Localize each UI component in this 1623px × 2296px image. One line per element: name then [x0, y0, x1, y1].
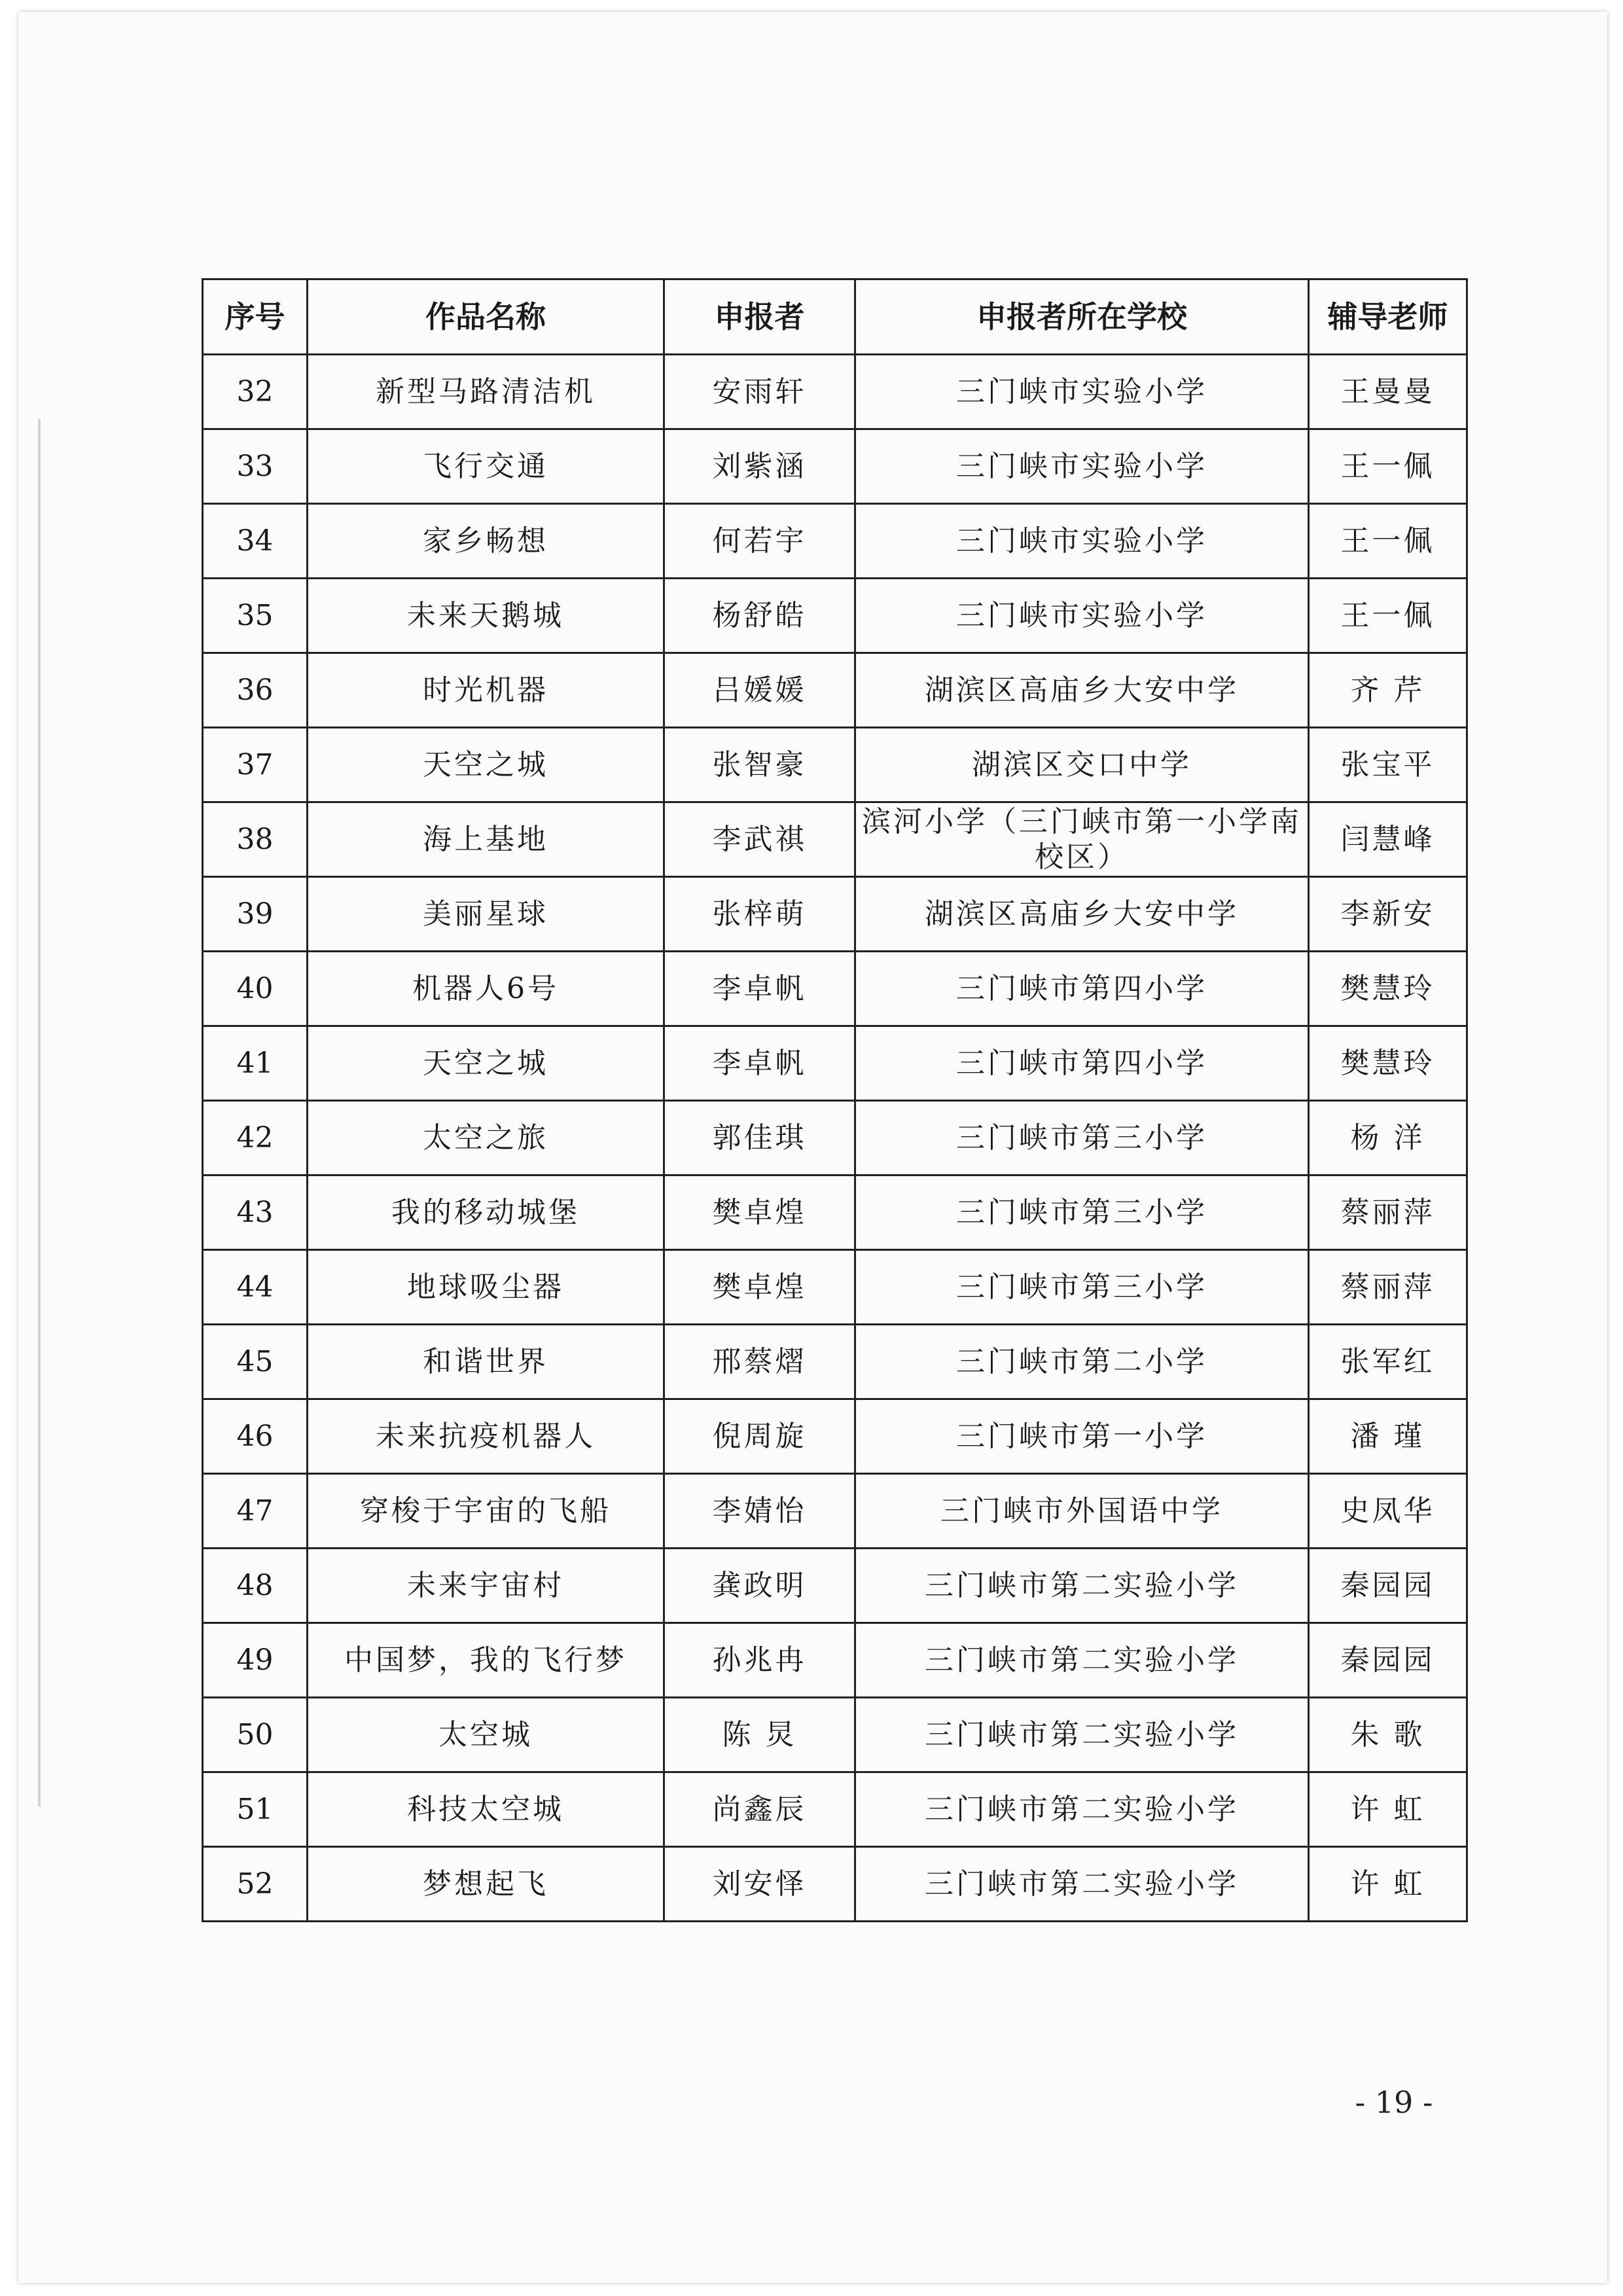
cell-advisor: 闫慧峰: [1309, 802, 1467, 877]
cell-index: 51: [203, 1772, 308, 1847]
cell-work-title: 时光机器: [308, 653, 664, 728]
table-header-row: [203, 279, 1467, 355]
cell-advisor: 史凤华: [1309, 1474, 1467, 1549]
header-index: 序号: [203, 279, 308, 355]
cell-index: 40: [203, 952, 308, 1026]
cell-applicant: 刘紫涵: [664, 429, 855, 504]
cell-applicant: 李卓帆: [664, 1026, 855, 1101]
cell-school: 三门峡市第二实验小学: [855, 1549, 1309, 1623]
cell-applicant: 龚政明: [664, 1549, 855, 1623]
cell-work-title: 天空之城: [308, 728, 664, 802]
cell-advisor: 秦园园: [1309, 1623, 1467, 1698]
table-row: [203, 355, 1467, 429]
cell-advisor: 许 虹: [1309, 1772, 1467, 1847]
cell-work-title: 中国梦，我的飞行梦: [308, 1623, 664, 1698]
cell-school: 三门峡市第二实验小学: [855, 1847, 1309, 1922]
cell-work-title: 海上基地: [308, 802, 664, 877]
cell-index: 37: [203, 728, 308, 802]
cell-applicant: 安雨轩: [664, 355, 855, 429]
cell-school: 三门峡市第三小学: [855, 1250, 1309, 1325]
table-row: [203, 1175, 1467, 1250]
cell-applicant: 李卓帆: [664, 952, 855, 1026]
cell-advisor: 樊慧玲: [1309, 1026, 1467, 1101]
cell-applicant: 李婧怡: [664, 1474, 855, 1549]
table-row: [203, 1250, 1467, 1325]
cell-index: 43: [203, 1175, 308, 1250]
cell-work-title: 美丽星球: [308, 877, 664, 952]
cell-advisor: 齐 芹: [1309, 653, 1467, 728]
cell-index: 41: [203, 1026, 308, 1101]
table-row: [203, 728, 1467, 802]
table-row: [203, 1698, 1467, 1772]
cell-applicant: 李武祺: [664, 802, 855, 877]
cell-index: 32: [203, 355, 308, 429]
cell-work-title: 未来抗疫机器人: [308, 1399, 664, 1474]
cell-index: 39: [203, 877, 308, 952]
cell-applicant: 尚鑫辰: [664, 1772, 855, 1847]
cell-work-title: 未来天鹅城: [308, 579, 664, 653]
cell-advisor: 王一佩: [1309, 504, 1467, 579]
cell-index: 52: [203, 1847, 308, 1922]
cell-advisor: 朱 歌: [1309, 1698, 1467, 1772]
cell-index: 34: [203, 504, 308, 579]
award-list-table: [202, 278, 1468, 1922]
cell-index: 47: [203, 1474, 308, 1549]
cell-applicant: 张梓萌: [664, 877, 855, 952]
header-work-title: 作品名称: [308, 279, 664, 355]
cell-school: 三门峡市第二实验小学: [855, 1698, 1309, 1772]
cell-school: 湖滨区高庙乡大安中学: [855, 877, 1309, 952]
cell-advisor: 王曼曼: [1309, 355, 1467, 429]
cell-advisor: 蔡丽萍: [1309, 1250, 1467, 1325]
cell-index: 33: [203, 429, 308, 504]
cell-work-title: 飞行交通: [308, 429, 664, 504]
table-row: [203, 802, 1467, 877]
binding-thread: [38, 419, 41, 1806]
cell-school: 三门峡市第四小学: [855, 1026, 1309, 1101]
table-row: [203, 1772, 1467, 1847]
cell-school: 湖滨区高庙乡大安中学: [855, 653, 1309, 728]
cell-advisor: 樊慧玲: [1309, 952, 1467, 1026]
cell-school: 三门峡市第一小学: [855, 1399, 1309, 1474]
cell-school: 三门峡市实验小学: [855, 429, 1309, 504]
cell-index: 49: [203, 1623, 308, 1698]
cell-school: 三门峡市第三小学: [855, 1101, 1309, 1175]
cell-work-title: 新型马路清洁机: [308, 355, 664, 429]
cell-index: 46: [203, 1399, 308, 1474]
table-row: [203, 1847, 1467, 1922]
header-school: 申报者所在学校: [855, 279, 1309, 355]
table-row: [203, 504, 1467, 579]
cell-index: 48: [203, 1549, 308, 1623]
cell-school: 三门峡市实验小学: [855, 579, 1309, 653]
cell-work-title: 穿梭于宇宙的飞船: [308, 1474, 664, 1549]
header-applicant: 申报者: [664, 279, 855, 355]
cell-index: 35: [203, 579, 308, 653]
cell-applicant: 邢蔡熠: [664, 1325, 855, 1399]
cell-applicant: 何若宇: [664, 504, 855, 579]
cell-advisor: 王一佩: [1309, 429, 1467, 504]
cell-work-title: 梦想起飞: [308, 1847, 664, 1922]
cell-school: 三门峡市实验小学: [855, 355, 1309, 429]
cell-school: 湖滨区交口中学: [855, 728, 1309, 802]
table-row: [203, 1399, 1467, 1474]
cell-advisor: 李新安: [1309, 877, 1467, 952]
cell-work-title: 我的移动城堡: [308, 1175, 664, 1250]
cell-work-title: 太空之旅: [308, 1101, 664, 1175]
table-row: [203, 1101, 1467, 1175]
cell-school: 三门峡市第四小学: [855, 952, 1309, 1026]
cell-applicant: 樊卓煌: [664, 1250, 855, 1325]
cell-work-title: 科技太空城: [308, 1772, 664, 1847]
table-row: [203, 1325, 1467, 1399]
cell-work-title: 未来宇宙村: [308, 1549, 664, 1623]
cell-work-title: 地球吸尘器: [308, 1250, 664, 1325]
cell-index: 50: [203, 1698, 308, 1772]
cell-advisor: 张宝平: [1309, 728, 1467, 802]
table-row: [203, 877, 1467, 952]
cell-school: 三门峡市实验小学: [855, 504, 1309, 579]
cell-applicant: 樊卓煌: [664, 1175, 855, 1250]
cell-advisor: 秦园园: [1309, 1549, 1467, 1623]
cell-applicant: 陈 炅: [664, 1698, 855, 1772]
cell-applicant: 孙兆冉: [664, 1623, 855, 1698]
cell-advisor: 蔡丽萍: [1309, 1175, 1467, 1250]
header-advisor: 辅导老师: [1309, 279, 1467, 355]
cell-work-title: 家乡畅想: [308, 504, 664, 579]
cell-index: 44: [203, 1250, 308, 1325]
cell-school: 三门峡市第二实验小学: [855, 1623, 1309, 1698]
table-row: [203, 429, 1467, 504]
cell-work-title: 机器人6号: [308, 952, 664, 1026]
table-body: [203, 355, 1467, 1922]
cell-school: 滨河小学（三门峡市第一小学南校区）: [855, 802, 1309, 877]
cell-advisor: 潘 瑾: [1309, 1399, 1467, 1474]
cell-school: 三门峡市第二实验小学: [855, 1772, 1309, 1847]
cell-work-title: 太空城: [308, 1698, 664, 1772]
cell-applicant: 倪周旋: [664, 1399, 855, 1474]
table-row: [203, 1026, 1467, 1101]
table-row: [203, 1549, 1467, 1623]
table-row: [203, 1474, 1467, 1549]
cell-index: 42: [203, 1101, 308, 1175]
cell-work-title: 和谐世界: [308, 1325, 664, 1399]
cell-advisor: 许 虹: [1309, 1847, 1467, 1922]
cell-advisor: 张军红: [1309, 1325, 1467, 1399]
table-row: [203, 952, 1467, 1026]
table-row: [203, 579, 1467, 653]
cell-school: 三门峡市第二小学: [855, 1325, 1309, 1399]
cell-applicant: 郭佳琪: [664, 1101, 855, 1175]
cell-applicant: 张智豪: [664, 728, 855, 802]
table-row: [203, 653, 1467, 728]
cell-applicant: 刘安怿: [664, 1847, 855, 1922]
table-row: [203, 1623, 1467, 1698]
cell-advisor: 王一佩: [1309, 579, 1467, 653]
cell-index: 36: [203, 653, 308, 728]
page-number: - 19 -: [1355, 2085, 1433, 2120]
cell-applicant: 杨舒皓: [664, 579, 855, 653]
cell-index: 45: [203, 1325, 308, 1399]
cell-advisor: 杨 洋: [1309, 1101, 1467, 1175]
cell-applicant: 吕媛媛: [664, 653, 855, 728]
cell-school: 三门峡市第三小学: [855, 1175, 1309, 1250]
cell-work-title: 天空之城: [308, 1026, 664, 1101]
cell-school: 三门峡市外国语中学: [855, 1474, 1309, 1549]
cell-index: 38: [203, 802, 308, 877]
